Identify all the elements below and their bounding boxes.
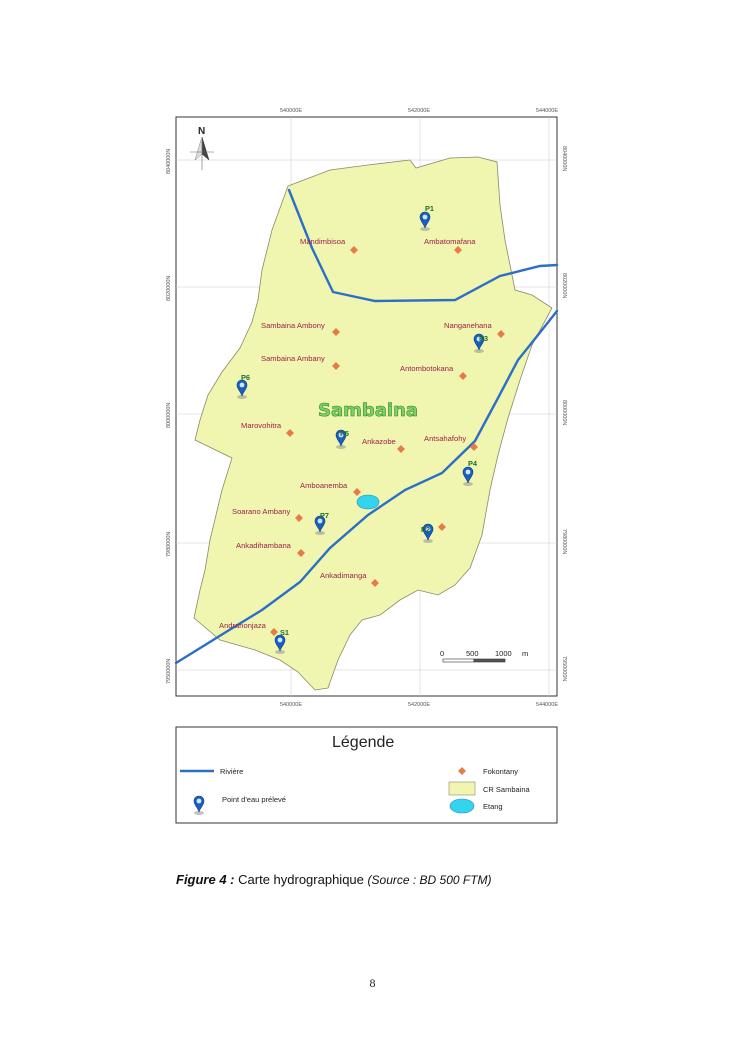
tick-top: 544000E (536, 108, 559, 114)
fokontany-label: Ankadimanga (320, 571, 367, 580)
water-point-label: P7 (320, 511, 330, 520)
fokontany-label: Ankadihambana (236, 541, 291, 550)
fokontany-label: Sambaina Ambony (261, 321, 325, 330)
scale-unit: m (522, 649, 529, 658)
water-point-label: S1 (280, 628, 290, 637)
caption-text: Carte hydrographique (238, 872, 364, 887)
tick-top: 540000E (280, 108, 303, 114)
legend-commune-icon (449, 782, 475, 795)
fokontany-label: Sambaina Ambany (261, 354, 325, 363)
legend-pond-icon (450, 799, 474, 813)
water-point-label: P3 (479, 334, 489, 343)
water-point-marker (237, 380, 247, 399)
legend-fokontany-label: Fokontany (483, 767, 519, 776)
fokontany-label: Andranonjaza (219, 621, 266, 630)
fokontany-label: Marovohitra (241, 421, 282, 430)
tick-right: 8000000N (561, 400, 567, 426)
legend-river-label: Rivière (220, 767, 244, 776)
scale-label-mid: 500 (466, 649, 479, 658)
figure-caption (176, 872, 492, 887)
tick-left: 8020000N (166, 275, 172, 301)
legend-point-icon (194, 796, 204, 815)
fokontany-label: Ambatomafana (424, 237, 476, 246)
fokontany-label: Antombotokana (400, 364, 454, 373)
tick-right: 8020000N (561, 273, 567, 299)
fokontany-label: Mandimbisoa (300, 237, 346, 246)
water-point-label: P6 (241, 373, 251, 382)
legend-title: Légende (332, 734, 395, 751)
tick-bottom: 544000E (536, 702, 559, 708)
water-point-marker (275, 635, 285, 654)
water-point-label: P1 (425, 204, 435, 213)
water-point-label: P5 (340, 429, 350, 438)
fokontany-label: Soarano Ambany (232, 507, 291, 516)
fokontany-label: Nanganehana (444, 321, 492, 330)
tick-bottom: 542000E (408, 702, 431, 708)
legend-commune-label: CR Sambaina (483, 785, 530, 794)
fokontany-label: Ankazobe (362, 437, 396, 446)
tick-left: 8000000N (166, 402, 172, 428)
scale-label-zero: 0 (440, 649, 445, 658)
water-point-marker (463, 467, 473, 486)
page-number: 8 (369, 976, 376, 990)
fokontany-label: Antsahafohy (424, 434, 467, 443)
tick-right: 7950000N (561, 656, 567, 682)
pond (357, 495, 379, 509)
tick-left: 7950000N (166, 658, 172, 684)
tick-right: 7980000N (561, 529, 567, 555)
legend-pond-label: Etang (483, 802, 503, 811)
tick-left: 8040000N (166, 148, 172, 174)
commune-name: Sambaina (318, 400, 419, 421)
svg-text:N: N (198, 126, 206, 137)
caption-source: (Source : BD 500 FTM) (367, 873, 492, 887)
water-point-label: P4 (468, 459, 478, 468)
tick-top: 542000E (408, 108, 431, 114)
caption-label: Figure 4 : (176, 872, 235, 887)
water-point-label: P2 (421, 525, 431, 534)
legend-point-label: Point d'eau prélevé (222, 795, 286, 804)
tick-right: 8040000N (561, 146, 567, 172)
water-point-marker (420, 212, 430, 231)
tick-left: 7980000N (166, 531, 172, 557)
scale-label-max: 1000 (495, 649, 512, 658)
fokontany-label: Amboanemba (300, 481, 348, 490)
tick-bottom: 540000E (280, 702, 303, 708)
